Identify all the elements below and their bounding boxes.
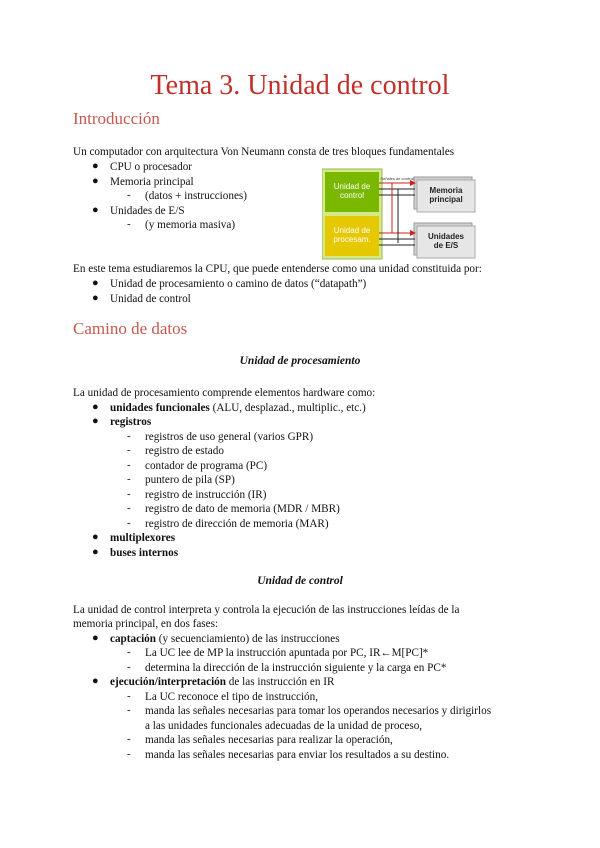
bullet: ● xyxy=(92,292,99,304)
dash: - xyxy=(127,748,131,760)
intro2-item-datapath: Unidad de procesamiento o camino de datos (“datapath”) xyxy=(110,278,367,290)
bullet: ● xyxy=(92,675,99,687)
dash: - xyxy=(127,189,131,201)
intro-item-cpu: CPU o procesador xyxy=(110,161,193,173)
bullet: ● xyxy=(92,160,99,172)
io-label: Unidades de E/S xyxy=(427,232,465,250)
mux-bold: multiplexores xyxy=(110,532,176,544)
dash: - xyxy=(127,661,131,673)
register-item: contador de programa (PC) xyxy=(145,460,268,472)
memory-label: Memoria principal xyxy=(429,186,463,204)
intro-paragraph: Un computador con arquitectura Von Neumann consta de tres bloques fundamentales xyxy=(73,146,455,158)
register-item: registro de dirección de memoria (MAR) xyxy=(145,518,329,530)
datapath-item-mux xyxy=(110,531,175,546)
exec-rest: de las instrucción en IR xyxy=(226,676,335,688)
func-units-bold: unidades funcionales xyxy=(110,402,210,414)
proc-unit-label-line2: procesam. xyxy=(333,235,371,244)
datapath-paragraph: La unidad de procesamiento comprende elementos hardware como: xyxy=(73,387,376,399)
fetch-rest: (y secuenciamiento) de las instrucciones xyxy=(156,633,340,645)
datapath-item-buses xyxy=(110,546,178,561)
control-item-fetch xyxy=(110,632,340,647)
dash: - xyxy=(127,430,131,442)
register-item: puntero de pila (SP) xyxy=(145,474,235,486)
page-title: Tema 3. Unidad de control xyxy=(150,70,450,101)
control-unit-label-line2: control xyxy=(339,191,365,200)
fetch-subitem: La UC lee de MP la instrucción apuntada por PC, IR←M[PC]* xyxy=(145,647,429,659)
bullet: ● xyxy=(92,204,99,216)
intro-heading: Introducción xyxy=(73,109,160,128)
exec-subitem: manda las señales necesarias para realizar la operación, xyxy=(145,734,393,746)
intro-subitem-memory: (datos + instrucciones) xyxy=(145,190,247,202)
bullet: ● xyxy=(92,175,99,187)
control-paragraph-line2: memoria principal, en dos fases: xyxy=(73,618,219,630)
dash: - xyxy=(127,444,131,456)
exec-bold: ejecución/interpretación xyxy=(110,676,226,688)
func-units-rest: (ALU, desplazad., multiplic., etc.) xyxy=(209,402,366,414)
exec-subitem: manda las señales necesarias para enviar los resultados a su destino. xyxy=(145,749,450,761)
register-item: registro de dato de memoria (MDR / MBR) xyxy=(145,503,340,515)
intro-paragraph2: En este tema estudiaremos la CPU, que puede entenderse como una unidad constituida por: xyxy=(73,263,482,275)
signal-label: Señales de control xyxy=(380,176,414,181)
dash: - xyxy=(127,646,131,658)
intro-item-io: Unidades de E/S xyxy=(110,205,185,217)
dash: - xyxy=(127,733,131,745)
dash: - xyxy=(127,218,131,230)
von-neumann-diagram xyxy=(322,165,487,263)
dash: - xyxy=(127,690,131,702)
dash: - xyxy=(127,488,131,500)
proc-unit-label-line1: Unidad de xyxy=(333,226,371,235)
dash: - xyxy=(127,473,131,485)
datapath-heading: Camino de datos xyxy=(73,319,188,338)
dash: - xyxy=(127,459,131,471)
registers-bold: registros xyxy=(110,416,152,428)
dash: - xyxy=(127,517,131,529)
register-item: registro de instrucción (IR) xyxy=(145,489,267,501)
register-item: registro de estado xyxy=(145,445,224,457)
register-item: registros de uso general (varios GPR) xyxy=(145,431,314,443)
control-paragraph-line1: La unidad de control interpreta y controla la ejecución de las instrucciones leídas de la xyxy=(73,604,460,616)
bullet: ● xyxy=(92,632,99,644)
datapath-item-func-units xyxy=(110,401,366,416)
processing-unit-label xyxy=(333,226,370,244)
exec-subitem: manda las señales necesarias para tomar los operandos necesarios y dirigirlos xyxy=(145,705,492,717)
bullet: ● xyxy=(92,401,99,413)
control-item-exec xyxy=(110,675,334,690)
exec-subitem-continued: a las unidades funcionales adecuadas de la unidad de proceso, xyxy=(145,720,423,732)
intro2-item-control: Unidad de control xyxy=(110,293,191,305)
dash: - xyxy=(127,704,131,716)
dash: - xyxy=(127,502,131,514)
datapath-subheading: Unidad de procesamiento xyxy=(239,355,361,367)
intro-subitem-io: (y memoria masiva) xyxy=(145,219,236,231)
bullet: ● xyxy=(92,415,99,427)
datapath-item-registers xyxy=(110,415,151,430)
bullet: ● xyxy=(92,531,99,543)
buses-bold: buses internos xyxy=(110,547,179,559)
control-unit-label-line1: Unidad de xyxy=(333,182,371,191)
control-subheading: Unidad de control xyxy=(257,575,343,587)
fetch-bold: captación xyxy=(110,633,156,645)
bullet: ● xyxy=(92,546,99,558)
exec-subitem: La UC reconoce el tipo de instrucción, xyxy=(145,691,319,703)
intro-item-memory: Memoria principal xyxy=(110,176,194,188)
bullet: ● xyxy=(92,277,99,289)
fetch-subitem: determina la dirección de la instrucción siguiente y la carga en PC* xyxy=(145,662,447,674)
